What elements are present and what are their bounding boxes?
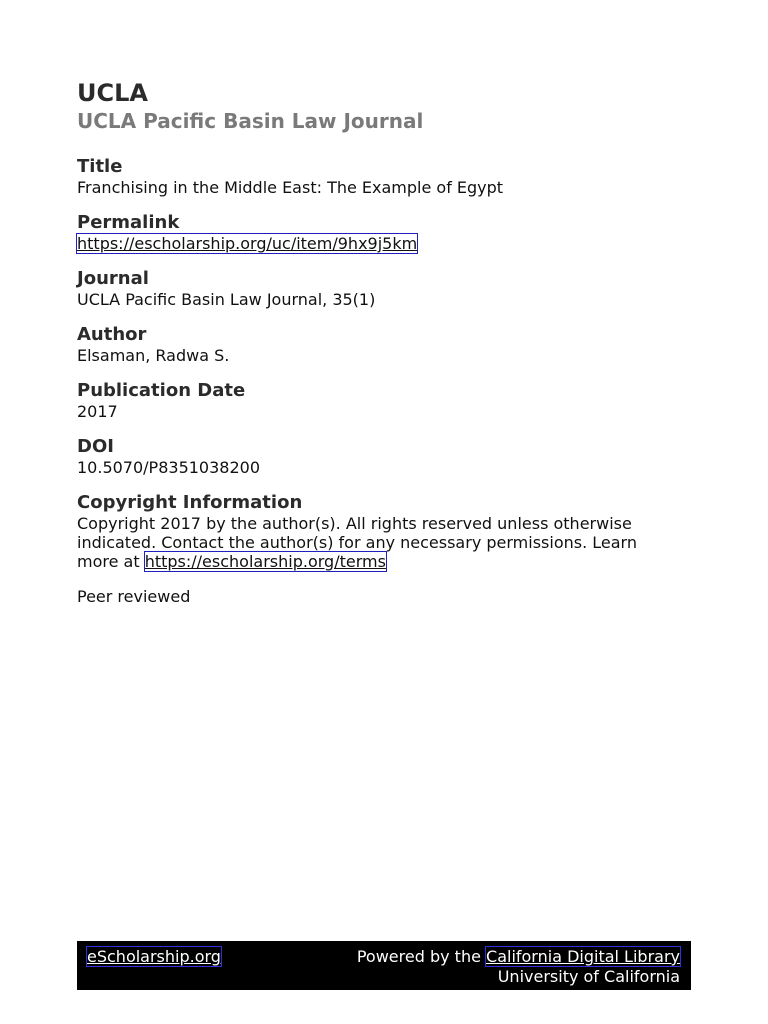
journal-title: UCLA Pacific Basin Law Journal (77, 109, 424, 133)
footer-bar (77, 941, 691, 990)
permalink-value (77, 234, 691, 254)
copyright-text: Copyright 2017 by the author(s). All rights reserved unless otherwise indicated. Contact the author(s) for any necessary permissions. Learn more at (77, 514, 637, 571)
doi-section (77, 436, 691, 478)
journal-label: Journal (77, 268, 149, 289)
copyright-text-block (77, 514, 677, 571)
permalink-section (77, 212, 691, 254)
powered-by-text: Powered by the (356, 947, 481, 966)
pubdate-value: 2017 (77, 402, 118, 421)
brand-title: UCLA (77, 79, 148, 107)
copyright-section (77, 492, 691, 571)
title-label: Title (77, 156, 123, 177)
pubdate-label: Publication Date (77, 380, 246, 401)
copyright-label: Copyright Information (77, 492, 303, 513)
footer-left (87, 947, 221, 966)
terms-link[interactable]: https://escholarship.org/terms (144, 552, 386, 571)
permalink-label: Permalink (77, 212, 180, 233)
cdl-link[interactable]: California Digital Library (486, 947, 680, 966)
doi-label: DOI (77, 436, 114, 457)
author-label: Author (77, 324, 147, 345)
pubdate-section (77, 380, 691, 422)
author-section (77, 324, 691, 366)
journal-section (77, 268, 691, 310)
title-value: Franchising in the Middle East: The Example of Egypt (77, 178, 504, 197)
footer-right (357, 947, 680, 987)
escholarship-link[interactable]: eScholarship.org (87, 947, 221, 966)
permalink-link[interactable]: https://escholarship.org/uc/item/9hx9j5km (77, 234, 418, 253)
title-section (77, 156, 691, 198)
peer-reviewed: Peer reviewed (77, 587, 191, 606)
cover-page (77, 78, 691, 607)
author-value: Elsaman, Radwa S. (77, 346, 230, 365)
powered-by-line (357, 947, 680, 967)
university-name: University of California (497, 967, 680, 986)
journal-value: UCLA Pacific Basin Law Journal, 35(1) (77, 290, 376, 309)
doi-value: 10.5070/P8351038200 (77, 458, 260, 477)
